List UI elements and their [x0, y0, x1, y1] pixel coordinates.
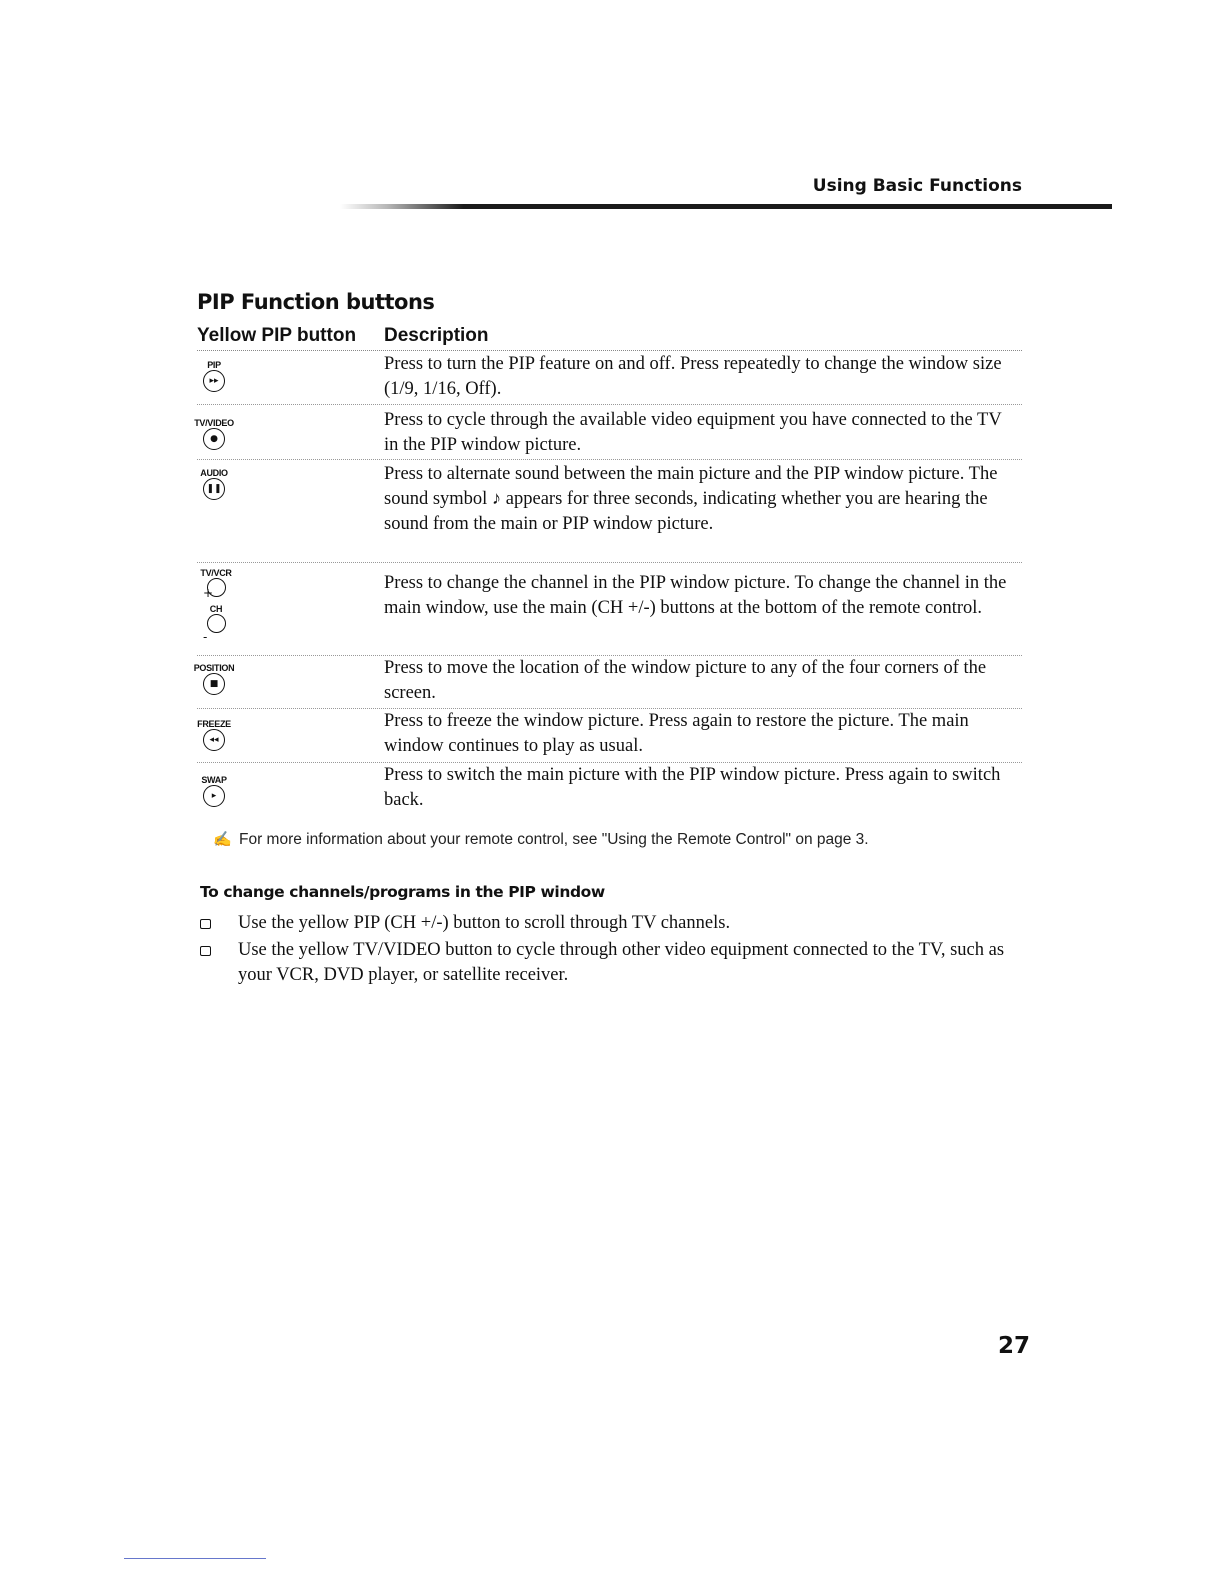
- swap-button-label: SWAP: [201, 775, 227, 785]
- channel-down-icon: [207, 614, 226, 633]
- table-row: [193, 655, 1022, 706]
- record-dot-icon: ●: [203, 428, 225, 450]
- table-rule: [197, 350, 1022, 351]
- freeze-button: [193, 719, 235, 751]
- note: [213, 830, 1043, 849]
- freeze-button-label: FREEZE: [197, 719, 231, 729]
- checkbox-bullet-icon: [200, 919, 211, 929]
- row-description: Press to freeze the window picture. Press again to restore the picture. The main window continues to play as usual.: [384, 711, 969, 756]
- position-button: [189, 663, 239, 695]
- footer-rule: [124, 1558, 266, 1559]
- pip-button: [197, 360, 231, 392]
- column-header-button: Yellow PIP button: [197, 325, 357, 346]
- header-rule: [340, 204, 1112, 209]
- tv-video-button-label: TV/VIDEO: [194, 418, 234, 428]
- table-row: [197, 352, 1022, 402]
- list-item: [200, 911, 1030, 936]
- row-description: Press to switch the main picture with the PIP window picture. Press again to switch back.: [384, 765, 1001, 810]
- table-row: [194, 404, 1022, 457]
- position-button-label: POSITION: [193, 663, 235, 673]
- table-row: [197, 562, 1022, 653]
- rewind-icon: ◂◂: [203, 729, 225, 751]
- pip-button-label: PIP: [207, 360, 221, 370]
- list-item-text: Use the yellow PIP (CH +/-) button to scroll through TV channels.: [238, 913, 731, 933]
- stop-square-icon: ■: [203, 673, 225, 695]
- row-description: Press to alternate sound between the main picture and the PIP window picture. The sound symbol ♪ appears for three seconds, indicating whether you are hearing the sound from the main or PIP window picture.: [384, 464, 998, 534]
- minus-sign: -: [203, 630, 208, 644]
- pause-icon: ❚❚: [203, 478, 225, 500]
- row-description: Press to cycle through the available video equipment you have connected to the TV in the PIP window picture.: [384, 410, 1002, 455]
- list-item: [200, 938, 1030, 988]
- audio-button-label: AUDIO: [200, 468, 228, 478]
- column-header-description: Description: [384, 325, 489, 346]
- list-item-text: Use the yellow TV/VIDEO button to cycle through other video equipment connected to the TV, such as your VCR, DVD player, or satellite receiver.: [238, 940, 1005, 985]
- channel-buttons: [199, 568, 233, 644]
- note-text: For more information about your remote control, see "Using the Remote Control" on page 3.: [239, 831, 869, 848]
- audio-button: [197, 468, 231, 500]
- row-description: Press to move the location of the window picture to any of the four corners of the screen.: [384, 658, 987, 703]
- play-icon: ▸: [203, 785, 225, 807]
- tv-vcr-button-label: TV/VCR: [200, 568, 232, 578]
- table-row: [197, 708, 1022, 761]
- row-description: Press to turn the PIP feature on and off. Press repeatedly to change the window size (1/9, 1/16, Off).: [384, 354, 1002, 399]
- swap-button: [195, 775, 233, 807]
- table-row: [197, 459, 1022, 560]
- checkbox-bullet-icon: [200, 946, 211, 956]
- ch-button-label: CH: [209, 604, 223, 614]
- tv-video-button: [189, 418, 239, 450]
- row-description: Press to change the channel in the PIP window picture. To change the channel in the main window, use the main (CH +/-) buttons at the bottom of the remote control.: [384, 573, 1007, 618]
- table-row: [197, 762, 1022, 815]
- pencil-note-icon: ✍: [213, 831, 232, 848]
- forward-icon: ▸▸: [203, 370, 225, 392]
- running-header: Using Basic Functions: [812, 176, 1022, 196]
- subsection-title: To change channels/programs in the PIP window: [200, 883, 605, 901]
- section-title: PIP Function buttons: [197, 290, 435, 314]
- plus-sign: +: [203, 586, 214, 600]
- page-number: 27: [997, 1333, 1030, 1359]
